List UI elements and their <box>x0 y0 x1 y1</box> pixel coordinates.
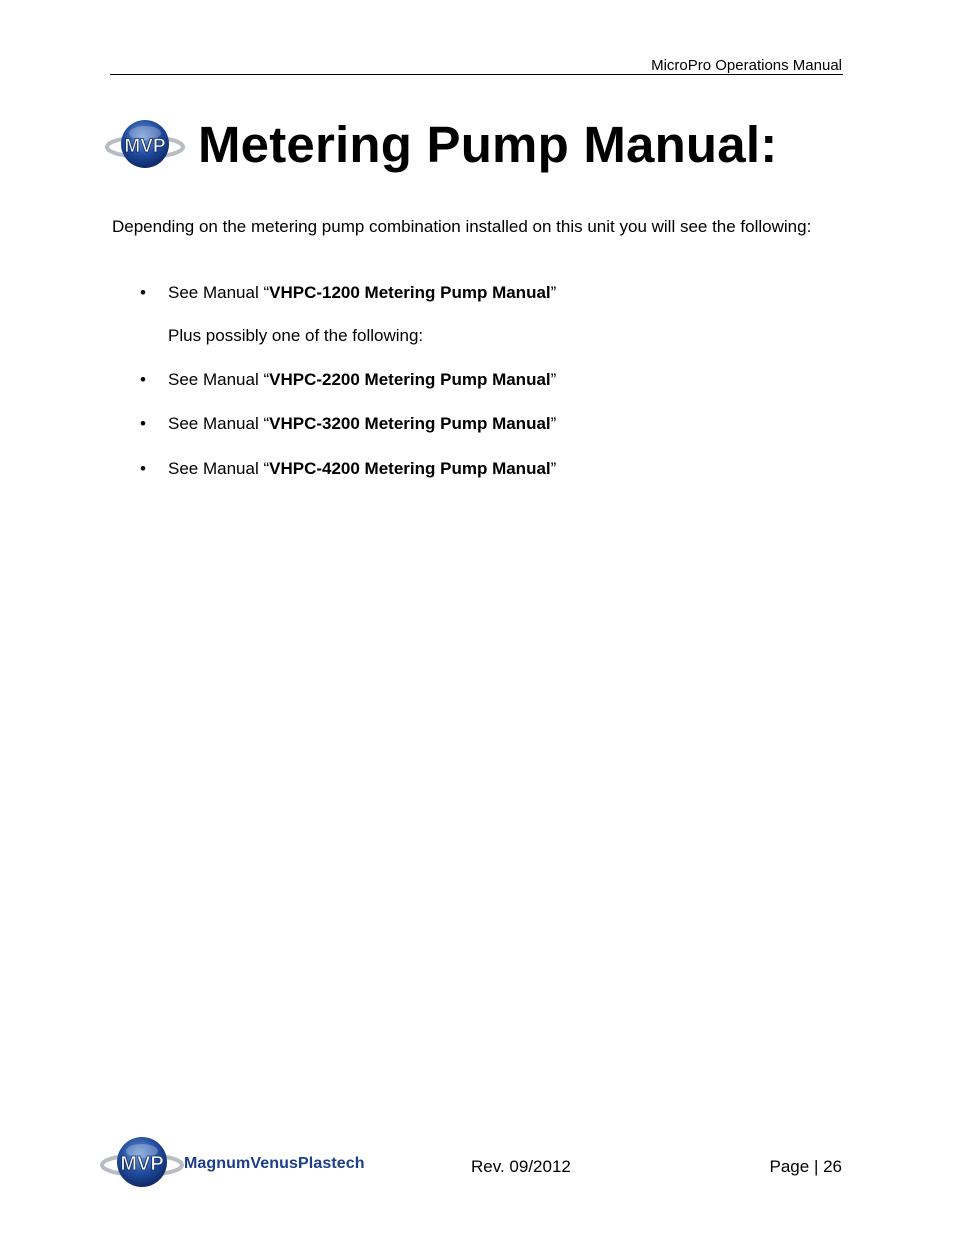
page-title: Metering Pump Manual: <box>198 115 778 173</box>
header-divider <box>110 74 843 75</box>
list-item-text: See Manual “VHPC-2200 Metering Pump Manual” <box>168 370 557 389</box>
manual-name: VHPC-4200 Metering Pump Manual <box>269 459 551 478</box>
running-header: MicroPro Operations Manual <box>651 57 842 74</box>
list-item-text: See Manual “VHPC-1200 Metering Pump Manual” <box>168 283 557 302</box>
page-heading <box>104 108 777 180</box>
manual-name: VHPC-3200 Metering Pump Manual <box>269 414 551 433</box>
list-item <box>140 282 556 303</box>
bullet-icon: • <box>140 414 146 433</box>
footer-logo-text: MVP <box>120 1153 164 1175</box>
manual-name: VHPC-1200 Metering Pump Manual <box>269 283 551 302</box>
list-item <box>140 458 556 479</box>
page-number: Page | 26 <box>769 1157 842 1176</box>
logo-text: MVP <box>124 136 166 157</box>
list-item-text: See Manual “VHPC-3200 Metering Pump Manual” <box>168 414 557 433</box>
intro-paragraph: Depending on the metering pump combination installed on this unit you will see the following: <box>112 217 812 236</box>
list-item <box>140 413 556 434</box>
mvp-logo-icon <box>104 113 186 175</box>
plus-note: Plus possibly one of the following: <box>168 326 424 345</box>
bullet-icon: • <box>140 370 146 389</box>
manual-name: VHPC-2200 Metering Pump Manual <box>269 370 551 389</box>
bullet-icon: • <box>140 459 146 478</box>
list-item-text: See Manual “VHPC-4200 Metering Pump Manual” <box>168 459 557 478</box>
revision-date: Rev. 09/2012 <box>471 1157 571 1176</box>
bullet-icon: • <box>140 283 146 302</box>
list-item <box>140 369 556 390</box>
company-name: MagnumVenusPlastech <box>184 1155 365 1172</box>
